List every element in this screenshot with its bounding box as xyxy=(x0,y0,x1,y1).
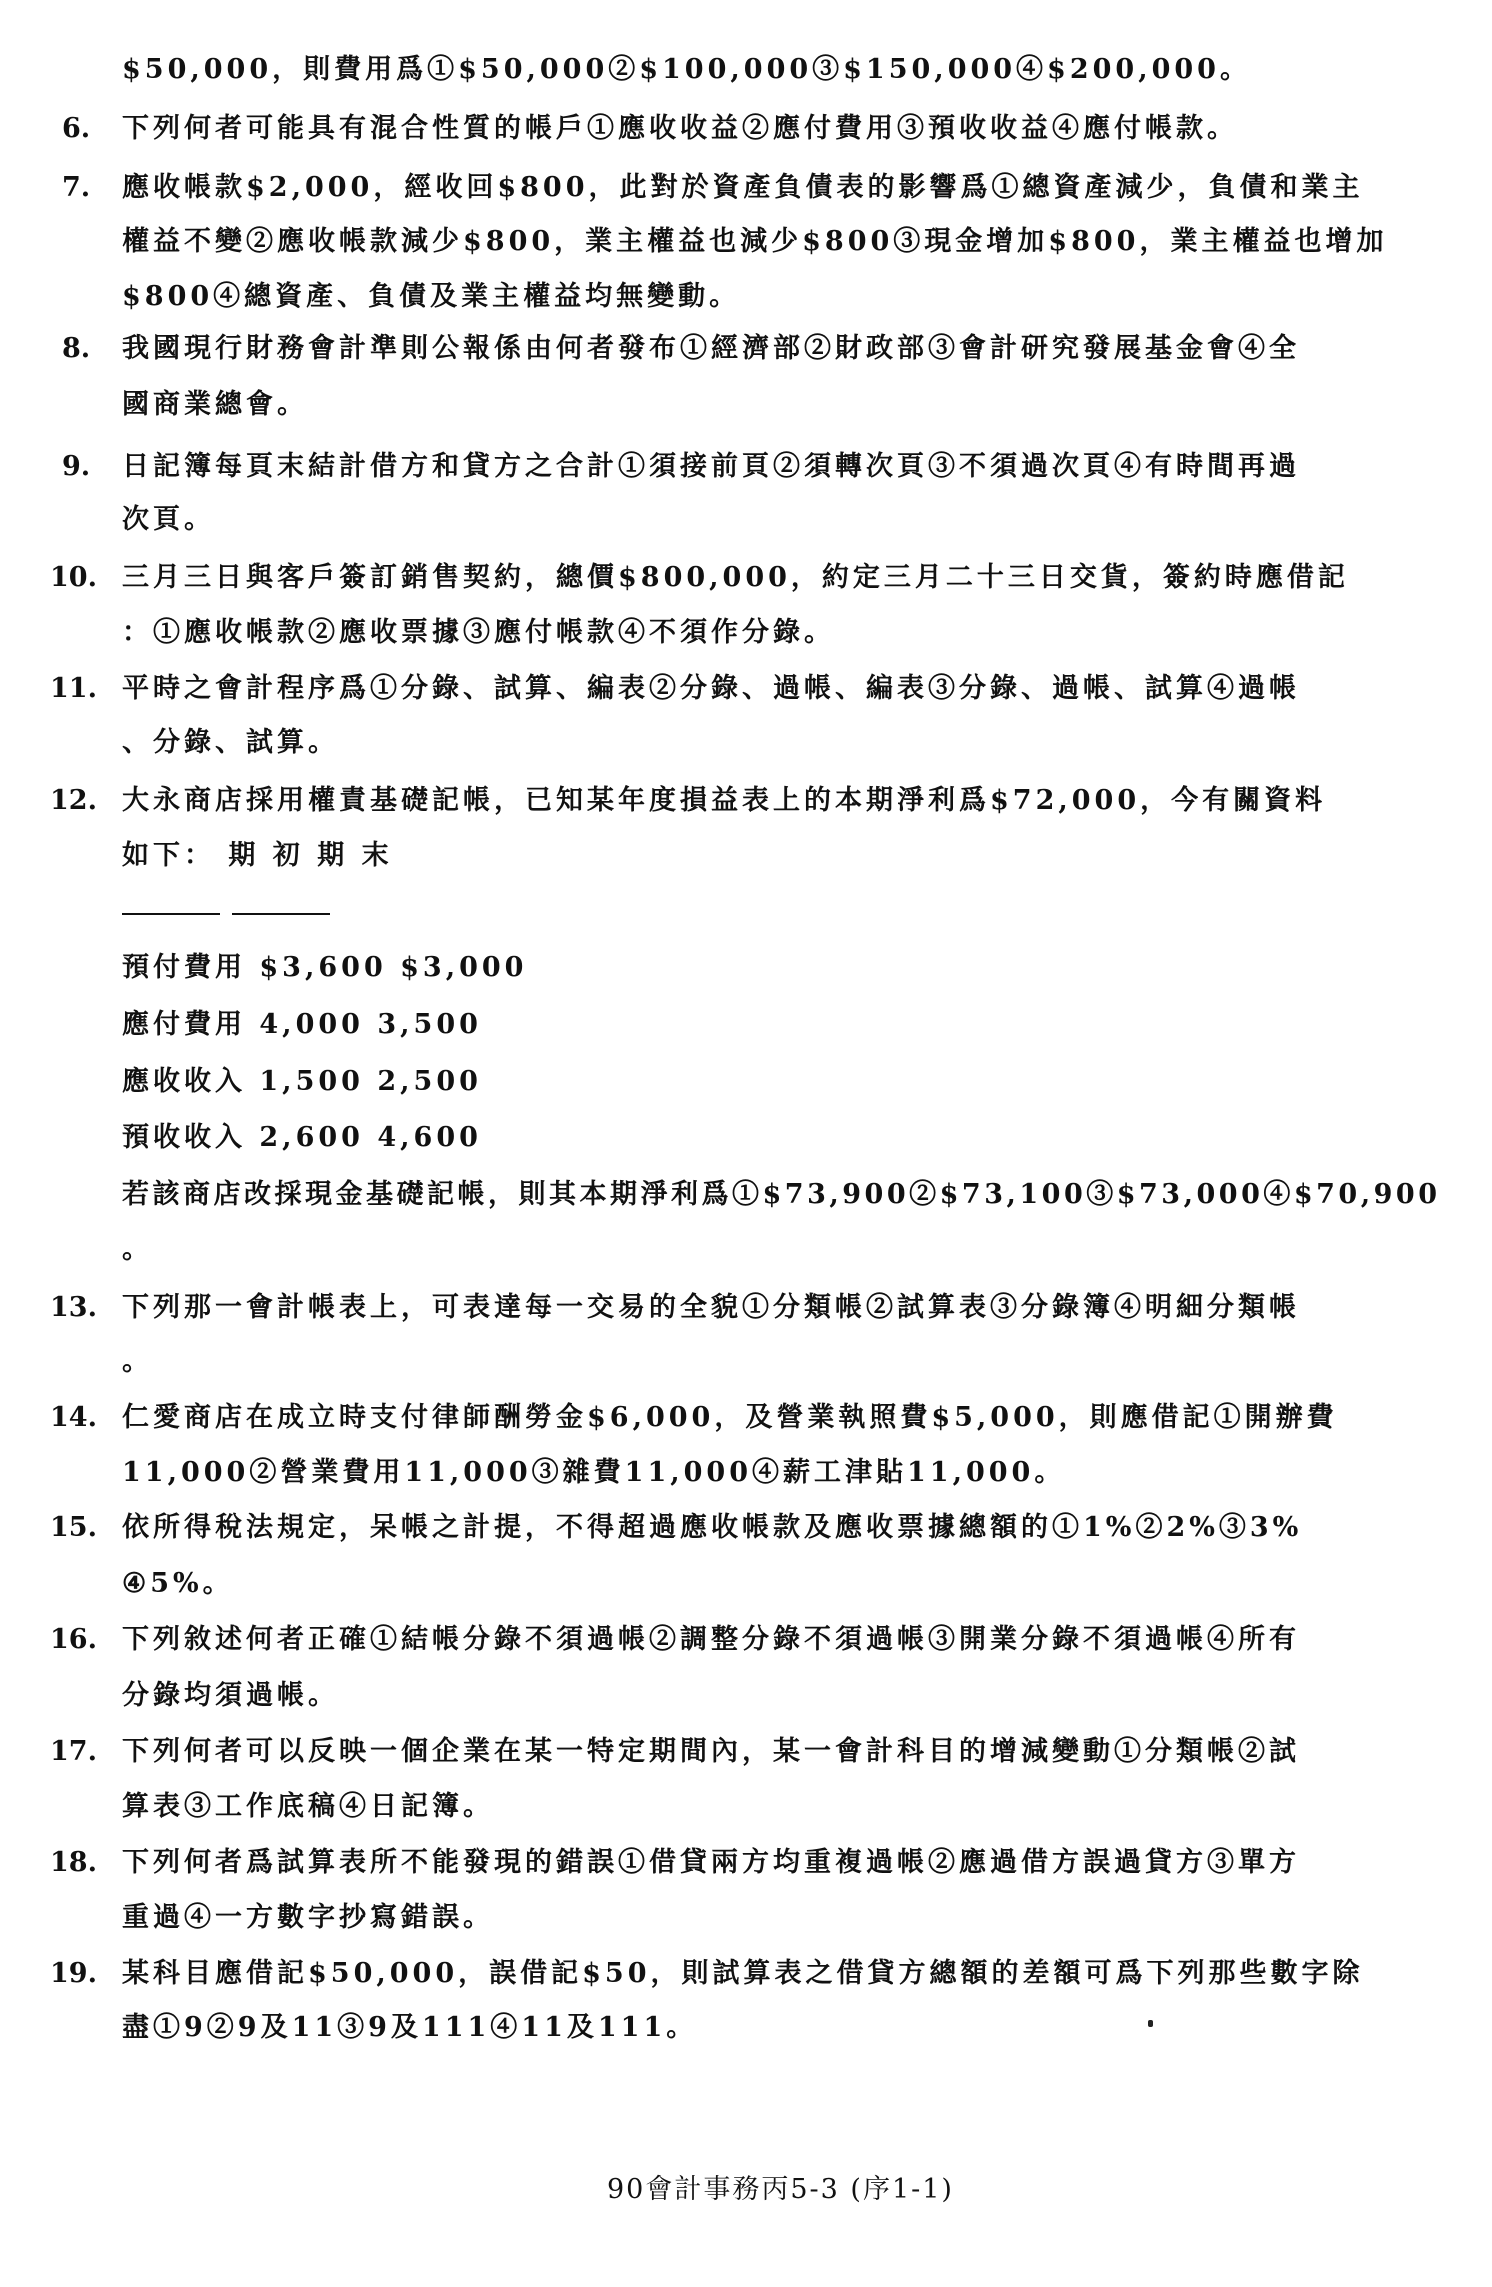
question-number: 8. xyxy=(62,333,91,364)
text-line: 仁愛商店在成立時支付律師酬勞金$6,000，及營業執照費$5,000，則應借記①開辦費 xyxy=(122,1402,1338,1433)
stray-mark xyxy=(1148,2020,1153,2027)
text-line: ④5%。 xyxy=(122,1568,234,1599)
text-line: 權益不變②應收帳款減少$800，業主權益也減少$800③現金增加$800，業主權益也增加 xyxy=(122,226,1388,257)
text-line: 下列何者可能具有混合性質的帳戶①應收收益②應付費用③預收收益④應付帳款。 xyxy=(122,113,1238,144)
question-number: 11. xyxy=(50,673,97,704)
text-line: 如下： 期 初 期 末 xyxy=(122,840,393,871)
text-line: 算表③工作底稿④日記簿。 xyxy=(122,1791,494,1822)
question-number: 7. xyxy=(62,172,91,203)
question-number: 6. xyxy=(62,113,91,144)
text-line: 我國現行財務會計準則公報係由何者發布①經濟部②財政部③會計研究發展基金會④全 xyxy=(122,333,1300,364)
text-line: 。 xyxy=(122,1234,153,1265)
text-line: 應收帳款$2,000，經收回$800，此對於資產負債表的影響爲①總資產減少，負債和業主 xyxy=(122,172,1364,203)
text-line: 重過④一方數字抄寫錯誤。 xyxy=(122,1902,494,1933)
table-row: 預收收入 2,600 4,600 xyxy=(122,1122,482,1153)
text-line: 若該商店改採現金基礎記帳，則其本期淨利爲①$73,900②$73,100③$73,000④$70,900 xyxy=(122,1179,1441,1210)
text-line: 11,000②營業費用11,000③雜費11,000④薪工津貼11,000。 xyxy=(122,1457,1066,1488)
page-footer: 90會計事務丙5-3 (序1-1) xyxy=(607,2174,954,2205)
text-line: 日記簿每頁末結計借方和貸方之合計①須接前頁②須轉次頁③不須過次頁④有時間再過 xyxy=(122,451,1300,482)
table-rule xyxy=(232,913,330,915)
table-row: 應付費用 4,000 3,500 xyxy=(122,1009,482,1040)
question-number: 15. xyxy=(50,1512,97,1543)
text-line: 下列那一會計帳表上，可表達每一交易的全貌①分類帳②試算表③分錄簿④明細分類帳 xyxy=(122,1292,1300,1323)
text-line: ：①應收帳款②應收票據③應付帳款④不須作分錄。 xyxy=(122,617,835,648)
table-row: 預付費用 $3,600 $3,000 xyxy=(122,952,528,983)
question-number: 16. xyxy=(50,1624,97,1655)
question-number: 14. xyxy=(50,1402,97,1433)
question-number: 17. xyxy=(50,1736,97,1767)
text-line: 大永商店採用權責基礎記帳，已知某年度損益表上的本期淨利爲$72,000，今有關資料 xyxy=(122,785,1327,816)
text-line: 依所得稅法規定，呆帳之計提，不得超過應收帳款及應收票據總額的①1%②2%③3% xyxy=(122,1512,1303,1543)
text-line: 分錄均須過帳。 xyxy=(122,1680,339,1711)
text-line: 國商業總會。 xyxy=(122,389,308,420)
text-line: 下列何者可以反映一個企業在某一特定期間內，某一會計科目的增減變動①分類帳②試 xyxy=(122,1736,1300,1767)
question-number: 12. xyxy=(50,785,97,816)
text-line: 次頁。 xyxy=(122,504,215,535)
text-line: 平時之會計程序爲①分錄、試算、編表②分錄、過帳、編表③分錄、過帳、試算④過帳 xyxy=(122,673,1300,704)
text-line: 下列何者爲試算表所不能發現的錯誤①借貸兩方均重複過帳②應過借方誤過貸方③單方 xyxy=(122,1847,1300,1878)
question-number: 13. xyxy=(50,1292,97,1323)
question-number: 9. xyxy=(62,451,91,482)
text-line: $800④總資產、負債及業主權益均無變動。 xyxy=(122,281,741,312)
question-number: 10. xyxy=(50,562,97,593)
text-line: 三月三日與客戶簽訂銷售契約，總價$800,000，約定三月二十三日交貨，簽約時應借記 xyxy=(122,562,1349,593)
text-line: 某科目應借記$50,000，誤借記$50，則試算表之借貸方總額的差額可爲下列那些數字除 xyxy=(122,1958,1364,1989)
table-rule xyxy=(122,913,220,915)
text-line: $50,000，則費用爲①$50,000②$100,000③$150,000④$200,000。 xyxy=(122,54,1251,85)
text-line: 下列敘述何者正確①結帳分錄不須過帳②調整分錄不須過帳③開業分錄不須過帳④所有 xyxy=(122,1624,1300,1655)
text-line: 。 xyxy=(122,1346,153,1377)
text-line: 、分錄、試算。 xyxy=(122,727,339,758)
question-number: 18. xyxy=(50,1847,97,1878)
text-line: 盡①9②9及11③9及111④11及111。 xyxy=(122,2012,698,2043)
table-row: 應收收入 1,500 2,500 xyxy=(122,1066,482,1097)
question-number: 19. xyxy=(50,1958,97,1989)
